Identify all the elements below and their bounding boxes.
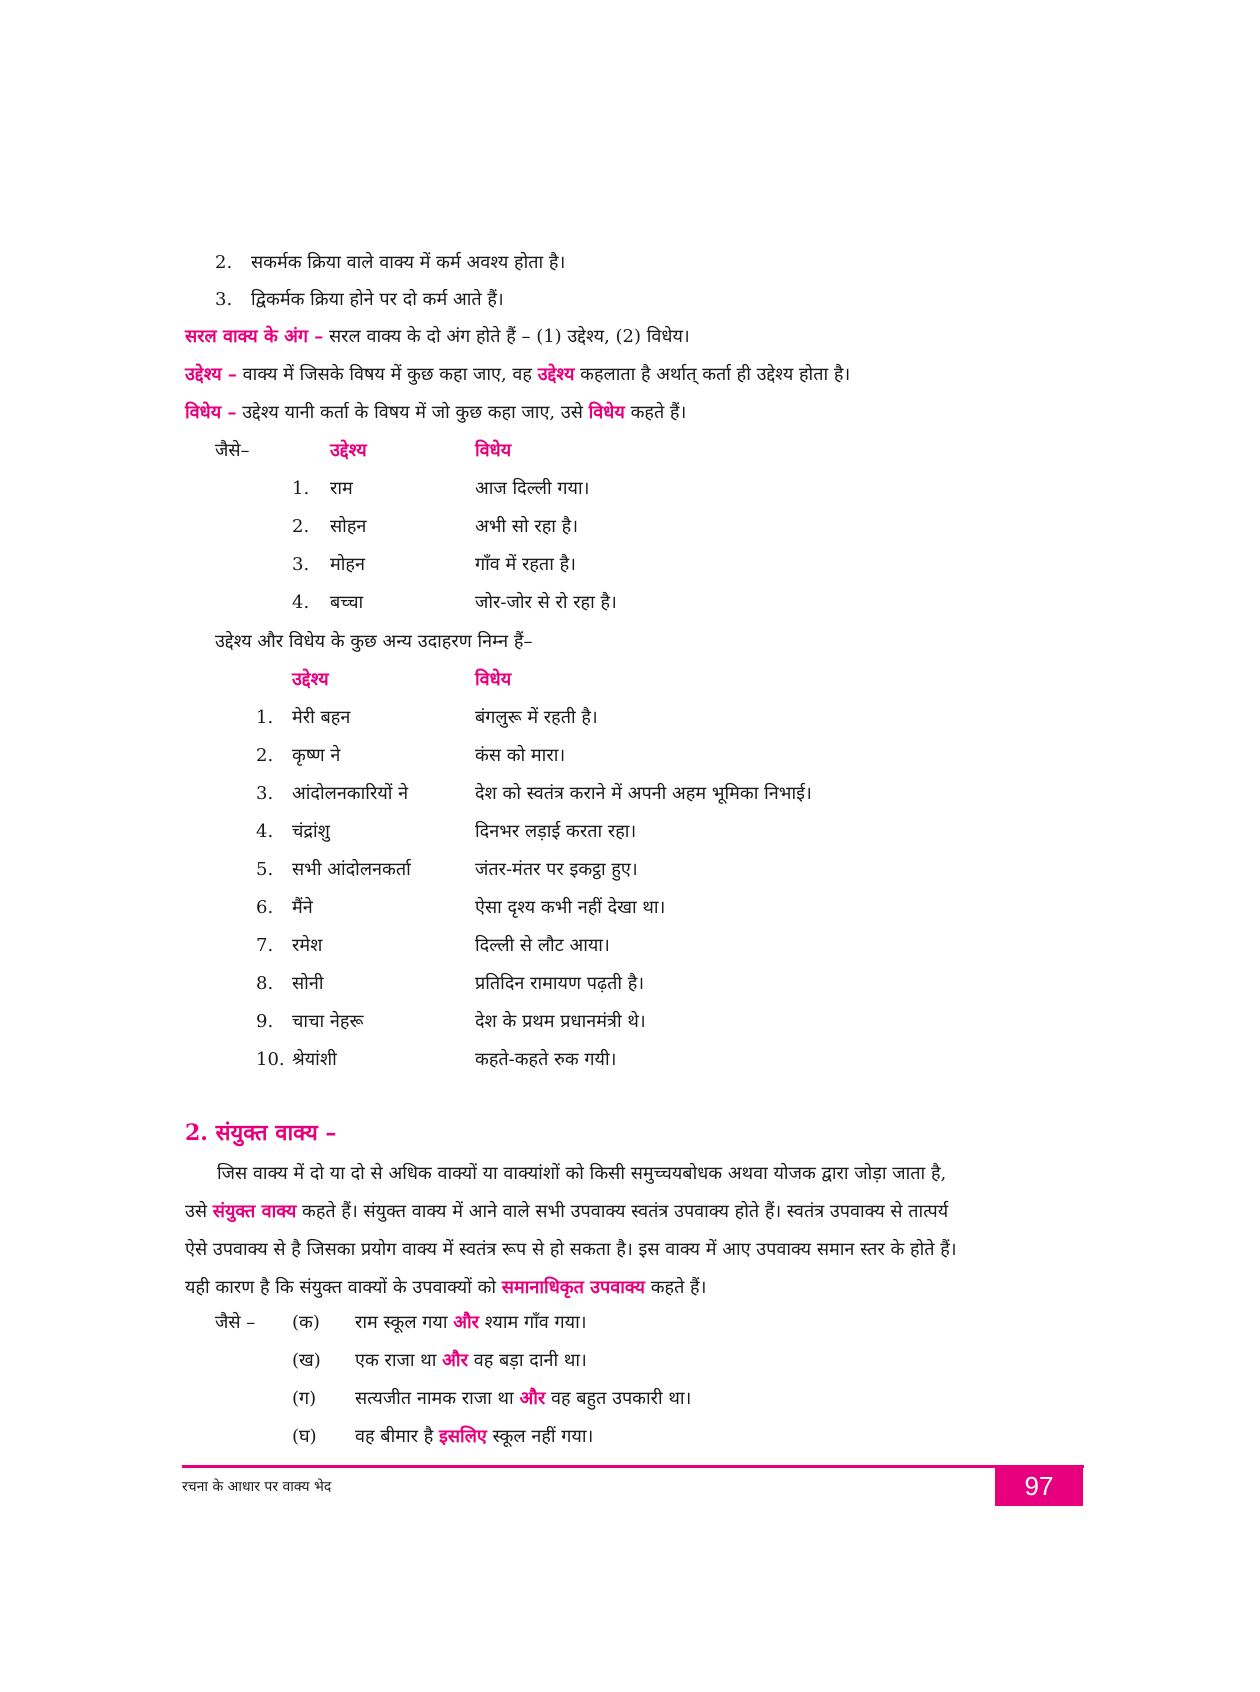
table-row-num: 1. [256, 707, 274, 728]
section-paragraph-line: यही कारण है कि संयुक्त वाक्यों के उपवाक्यों को समानाधिकृत उपवाक्य कहते हैं। [185, 1277, 707, 1298]
table-row-predicate: प्रतिदिन रामायण पढ़ती है। [475, 973, 645, 994]
chapter-title: रचना के आधार पर वाक्य भेद [182, 1479, 332, 1495]
table-row-num: 6. [256, 897, 274, 918]
table-row-predicate: गाँव में रहता है। [475, 554, 576, 575]
table-row-subject: चंद्रांशु [292, 821, 330, 842]
table-row-subject: राम [330, 478, 353, 499]
table-row-num: 9. [256, 1011, 274, 1032]
table2-intro: उद्देश्य और विधेय के कुछ अन्य उदाहरण निम्न हैं– [215, 631, 533, 652]
table-row-num: 5. [256, 859, 274, 880]
table-row-subject: मेरी बहन [292, 707, 351, 728]
table-row-subject: आंदोलनकारियों ने [292, 783, 409, 804]
table-row-num: 2. [292, 516, 310, 537]
table-row-subject: सभी आंदोलनकर्ता [292, 859, 411, 880]
table-row-num: 7. [256, 935, 274, 956]
table1-lead: जैसे– [215, 440, 250, 461]
table-row-predicate: कहते-कहते रुक गयी। [475, 1049, 617, 1070]
example-text: एक राजा था और वह बड़ा दानी था। [355, 1350, 587, 1371]
examples-lead: जैसे – [215, 1312, 256, 1333]
table-row-subject: मोहन [330, 554, 365, 575]
section-heading: 2. संयुक्त वाक्य – [185, 1120, 337, 1146]
table-row-predicate: अभी सो रहा है। [475, 516, 579, 537]
table2-head-subject: उद्देश्य [292, 669, 329, 690]
table-row-subject: श्रेयांशी [292, 1049, 337, 1070]
table1-head-predicate: विधेय [475, 440, 512, 461]
table-row-predicate: देश के प्रथम प्रधानमंत्री थे। [475, 1011, 646, 1032]
table-row-subject: सोहन [330, 516, 367, 537]
definition-predicate: विधेय – उद्देश्य यानी कर्ता के विषय में जो कुछ कहा जाए, उसे विधेय कहते हैं। [185, 402, 687, 423]
table-row-num: 1. [292, 478, 310, 499]
table-row-num: 10. [256, 1049, 285, 1070]
table-row-num: 2. [256, 745, 274, 766]
table-row-num: 8. [256, 973, 274, 994]
table2-head-predicate: विधेय [475, 669, 512, 690]
section-paragraph-line: उसे संयुक्त वाक्य कहते हैं। संयुक्त वाक्य में आने वाले सभी उपवाक्य स्वतंत्र उपवाक्य होते हैं। स्वतंत्र उपवाक्य से तात्पर्य [185, 1201, 949, 1222]
definition-parts: सरल वाक्य के अंग – सरल वाक्य के दो अंग होते हैं – (1) उद्देश्य, (2) विधेय। [185, 326, 690, 347]
definition-subject: उद्देश्य – वाक्य में जिसके विषय में कुछ कहा जाए, वह उद्देश्य कहलाता है अर्थात् कर्ता ही उद्देश्य होता है। [185, 364, 851, 385]
section-paragraph-line: ऐसे उपवाक्य से है जिसका प्रयोग वाक्य में स्वतंत्र रूप से हो सकता है। इस वाक्य में आए उपवाक्य समान स्तर के होते हैं। [185, 1239, 957, 1260]
example-label: (ख) [292, 1350, 321, 1371]
footer-rule [182, 1465, 1084, 1468]
table-row-subject: कृष्ण ने [292, 745, 341, 766]
section-paragraph-line: जिस वाक्य में दो या दो से अधिक वाक्यों या वाक्यांशों को किसी समुच्चयबोधक अथवा योजक द्वारा जोड़ा जाता है, [217, 1163, 947, 1184]
table-row-predicate: कंस को मारा। [475, 745, 566, 766]
table-row-predicate: जंतर-मंतर पर इकट्ठा हुए। [475, 859, 638, 880]
example-label: (ग) [292, 1388, 317, 1409]
example-label: (घ) [292, 1426, 317, 1447]
table-row-num: 3. [256, 783, 274, 804]
table-row-num: 4. [292, 592, 310, 613]
table1-head-subject: उद्देश्य [330, 440, 367, 461]
table-row-predicate: बंगलुरू में रहती है। [475, 707, 598, 728]
table-row-predicate: ऐसा दृश्य कभी नहीं देखा था। [475, 897, 666, 918]
example-label: (क) [292, 1312, 320, 1333]
table-row-predicate: दिनभर लड़ाई करता रहा। [475, 821, 637, 842]
table-row-num: 4. [256, 821, 274, 842]
intro-point: 2. सकर्मक क्रिया वाले वाक्य में कर्म अवश्य होता है। [215, 252, 566, 273]
table-row-subject: सोनी [292, 973, 324, 994]
table-row-predicate: दिल्ली से लौट आया। [475, 935, 610, 956]
table-row-predicate: जोर-जोर से रो रहा है। [475, 592, 617, 613]
page-number: 97 [995, 1466, 1083, 1506]
example-text: सत्यजीत नामक राजा था और वह बहुत उपकारी था। [355, 1388, 692, 1409]
table-row-predicate: आज दिल्ली गया। [475, 478, 590, 499]
table-row-subject: बच्चा [330, 592, 364, 613]
example-text: राम स्कूल गया और श्याम गाँव गया। [355, 1312, 587, 1333]
example-text: वह बीमार है इसलिए स्कूल नहीं गया। [355, 1426, 594, 1447]
intro-point: 3. द्विकर्मक क्रिया होने पर दो कर्म आते हैं। [215, 289, 504, 310]
table-row-predicate: देश को स्वतंत्र कराने में अपनी अहम भूमिका निभाई। [475, 783, 812, 804]
table-row-subject: मैंने [292, 897, 313, 918]
table-row-num: 3. [292, 554, 310, 575]
table-row-subject: रमेश [292, 935, 323, 956]
table-row-subject: चाचा नेहरू [292, 1011, 364, 1032]
